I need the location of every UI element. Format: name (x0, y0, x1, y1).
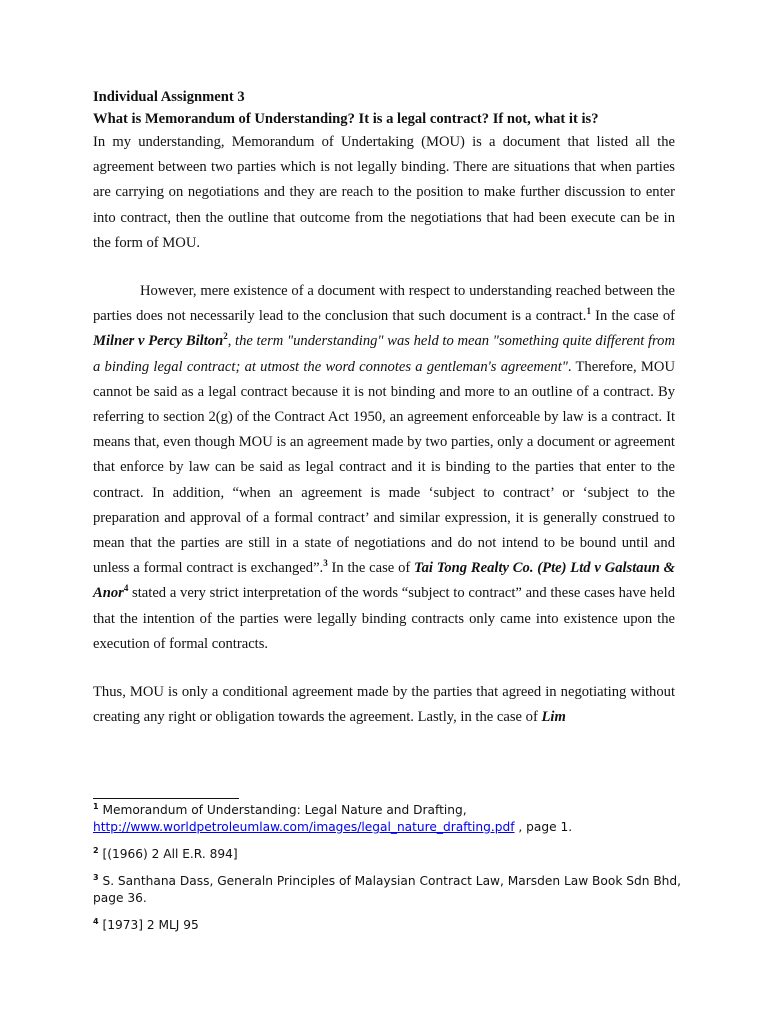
assignment-title: Individual Assignment 3 (93, 89, 245, 105)
footnote-ref-2[interactable]: 2 (223, 331, 228, 342)
p2-text-1: However, mere existence of a document with respect to understanding reached between the parties does not necessarily lead to the conclusion that such document is a contract. (93, 283, 675, 325)
paragraph-2 (93, 279, 675, 657)
footnote-2 (93, 846, 683, 863)
paragraph-gap (93, 657, 675, 680)
footnote-number: 4 (93, 916, 99, 926)
p3-text-1: Thus, MOU is only a conditional agreement made by the parties that agreed in negotiating without creating any right or obligation towards the agreement. Lastly, in the case of (93, 684, 675, 726)
footnote-1 (93, 802, 683, 836)
paragraph-1: In my understanding, Memorandum of Undertaking (MOU) is a document that listed all the agreement between two parties which is not legally binding. There are situations that when parties are carrying on negotiations and they are reach to the position to make further discussion to enter into contract, then the outline that outcome from the negotiations that had been execute can be in the form of MOU. (93, 134, 675, 251)
footnote-number: 1 (93, 801, 99, 811)
footnote-4 (93, 917, 683, 934)
document-body (93, 86, 675, 730)
p2-text-5: In the case of (327, 560, 415, 577)
footnotes (93, 802, 683, 944)
footnote-text: [1973] 2 MLJ 95 (98, 918, 199, 932)
footnote-3 (93, 873, 683, 907)
p2-text-2: In the case of (590, 308, 675, 325)
footnote-ref-3[interactable]: 3 (323, 558, 328, 569)
footnote-text: S. Santhana Dass, Generaln Principles of Malaysian Contract Law, Marsden Law Book Sdn Bhd, page 36. (93, 874, 682, 905)
p2-text-6: stated a very strict interpretation of the words “subject to contract” and these cases have held that the intention of the parties were legally binding contracts only came into existence upon the execution of formal contracts. (93, 585, 675, 652)
footnote-link[interactable]: http://www.worldpetroleumlaw.com/images/legal_nature_drafting.pdf (93, 820, 515, 834)
case-name-lim: Lim (541, 709, 566, 726)
p2-quote: the term "understanding" was held to mean "something quite different from a binding legal contract; at utmost the word connotes a gentleman's agreement" (93, 333, 676, 375)
footnote-separator (93, 798, 239, 799)
paragraph-gap (93, 256, 675, 279)
footnote-ref-4[interactable]: 4 (123, 583, 129, 594)
assignment-question: What is Memorandum of Understanding? It is a legal contract? If not, what it is? (93, 111, 599, 127)
p2-text-3: , (227, 333, 236, 350)
paragraph-3 (93, 680, 675, 730)
footnote-number: 2 (93, 845, 99, 855)
footnote-text: Memorandum of Understanding: Legal Nature and Drafting, (98, 803, 467, 817)
footnote-number: 3 (93, 872, 99, 882)
case-name-milner: Milner v Percy Bilton (93, 333, 224, 350)
footnote-text: [(1966) 2 All E.R. 894] (98, 847, 238, 861)
footnote-text-after: , page 1. (514, 820, 573, 834)
p2-text-4: . Therefore, MOU cannot be said as a legal contract because it is not binding and more to an outline of a contract. By referring to section 2(g) of the Contract Act 1950, an agreement enforceable by law is a contract. It means that, even though MOU is an agreement made by two parties, only a document or agreement that enforce by law can be said as legal contract and it is binding to the parties that enter to the contract. In addition, “when an agreement is made ‘subject to contract’ or ‘subject to the preparation and approval of a formal contract’ and similar expression, it is generally construed to mean that the parties are still in a state of negotiations and do not intend to be bound until and unless a formal contract is exchanged”. (93, 358, 675, 577)
footnote-ref-1[interactable]: 1 (586, 306, 591, 317)
case-name-tai-tong: Tai Tong Realty Co. (Pte) Ltd v Galstaun & Anor (93, 560, 675, 602)
